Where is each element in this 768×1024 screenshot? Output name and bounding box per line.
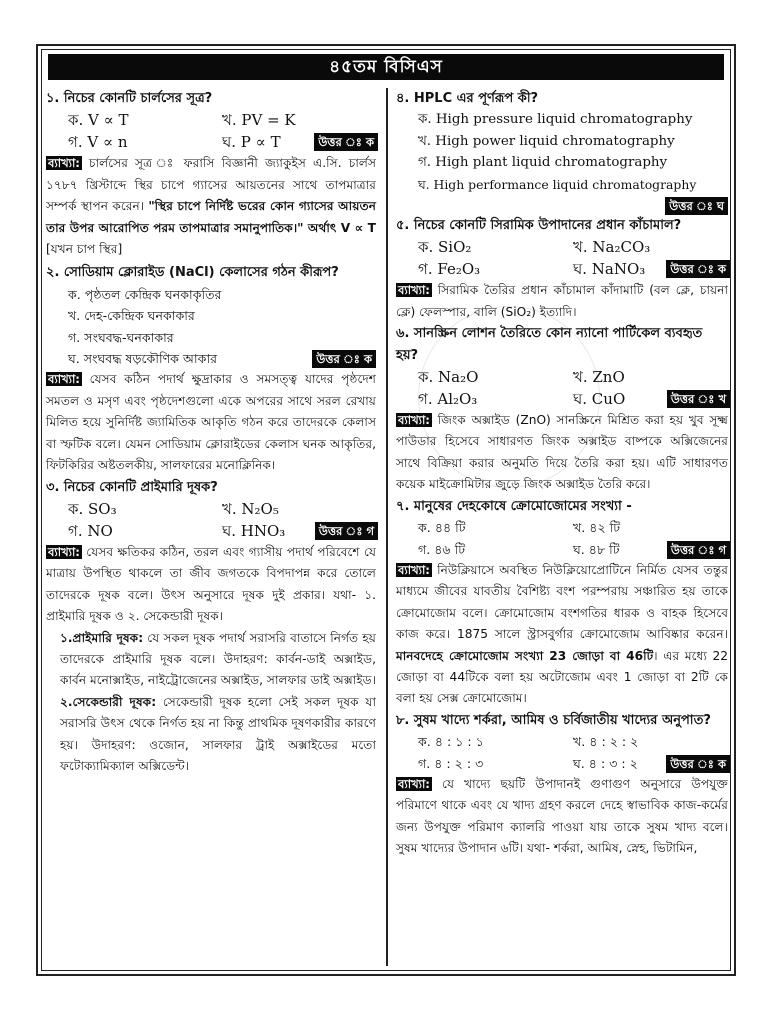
option-d: ঘ. P ∝ T [222,133,281,152]
page-frame [36,44,736,976]
option-b: খ. N₂O₅ [222,499,279,518]
explanation-tag: ব্যাখ্যা: [398,776,430,791]
option-a: ক. ৪৪ টি [418,520,466,536]
option-b: খ. High power liquid chromatography [418,133,675,149]
secondary-pollutant-note [46,692,376,778]
explanation-8 [396,774,728,860]
explanation-tag: ব্যাখ্যা: [48,156,80,171]
question-5: ৫. নিচের কোনটি সিরামিক উপাদানের প্রধান কাঁচামাল? [396,218,682,234]
question-6: ৬. সানস্ক্রিন লোশন তৈরিতে কোন ন্যানো পার্টিকেল ব্যবহৃত হয়? [396,326,703,363]
question-7-options [396,517,728,560]
question-7: ৭. মানুষের দেহকোষে ক্রোমোজোমের সংখ্যা - [396,498,632,514]
left-column [46,88,376,777]
answer-badge: উত্তর ঃ ক [666,260,730,278]
option-c: গ. সংঘবদ্ধ-ঘনকাকার [68,329,174,345]
explanation-bold: মানবদেহে ক্রোমোজোম সংখ্যা 23 জোড়া বা 46টি [396,648,654,663]
option-c: গ. Fe₂O₃ [418,260,481,279]
explanation-text: যেসব ক্ষতিকর কঠিন, তরল এবং গ্যাসীয় পদার্থ পরিবেশে যে মাত্রায় উপস্থিত থাকলে তা জীব জগতকে বিপদাপন্ন করে তোলে তাদেরকে দূষক বলে। উৎস অনুসারে দূষক দুই প্রকার। যথা- ১. প্রাইমারি দূষক ও ২. সেকেন্ডারী দূষক। [46,544,376,624]
option-b: খ. ৪ : ২ : ২ [573,734,639,750]
option-b: খ. PV = K [222,111,296,130]
option-a: ক. পৃষ্ঠতল কেন্দ্রিক ঘনকাকৃতির [68,286,222,302]
option-a: ক. High pressure liquid chromatography [418,112,693,128]
explanation-tail: । এর মধ্যে 22 জোড়া বা 44টিকে বলা হয় অটোজোম এবং 1 জোড়া বা 2টি কে বলা হয় সেক্স ক্রোমোজোম। [396,648,728,706]
sub-heading: ১.প্রাইমারি দূষক: [60,630,144,645]
option-d: ঘ. ৪ : ৩ : ২ [573,755,638,771]
explanation-tail: [যখন চাপ স্থির] [46,242,123,257]
option-c: গ. High plant liquid chromatography [418,155,668,171]
option-a: ক. V ∝ T [68,111,129,130]
question-3: ৩. নিচের কোনটি প্রাইমারি দূষক? [46,479,218,495]
option-c: গ. NO [68,521,113,540]
explanation-tag: ব্যাখ্যা: [48,544,80,559]
option-d: ঘ. NaNO₃ [573,260,646,279]
page-title: ৪৫তম বিসিএস [48,54,724,80]
answer-badge: উত্তর ঃ খ [667,390,730,408]
sub-text: যে সকল দূষক পদার্থ সরাসরি বাতাসে নির্গত হয় তাদেরকে প্রাইমারি দূষক বলে। উদাহরণ: কার্বন-ডাই অক্সাইড, কার্বন মনোক্সাইড, নাইট্রোজেনের অক্সাইড, সালফার ডাই অক্সাইড। [60,630,377,688]
option-d: ঘ. সংঘবদ্ধ ষড়কৌণিক আকার [68,351,218,367]
explanation-1 [46,153,376,260]
option-b: খ. ZnO [573,368,625,387]
question-2: ২. সোডিয়াম ক্লোরাইড (NaCl) কেলাসের গঠন কীরূপ? [46,265,339,281]
option-d-row [46,348,376,369]
option-b: খ. দেহ-কেন্দ্রিক ঘনকাকার [68,308,195,324]
option-d: ঘ. HNO₃ [222,521,286,540]
explanation-tag: ব্যাখ্যা: [48,372,80,387]
option-a: ক. SiO₂ [418,238,472,257]
option-d-row [573,388,728,410]
answer-row [396,195,728,215]
explanation-text: সিরামিক তৈরির প্রধান কাঁচামাল কাঁদামাটি (বল ক্লে, চায়না ক্লে) ফেলস্পার, বালি (SiO₂) ইত্যাদি। [396,283,728,319]
explanation-tag: ব্যাখ্যা: [398,283,430,298]
explanation-5 [396,280,728,323]
option-d: ঘ. CuO [573,390,626,409]
question-6-options [396,366,728,410]
answer-badge: উত্তর ঃ গ [315,522,378,540]
option-b: খ. ৪২ টি [573,520,621,536]
explanation-tag: ব্যাখ্যা: [398,562,430,577]
explanation-3 [46,542,376,628]
option-c: গ. Al₂O₃ [418,390,478,409]
option-d-row [573,258,728,280]
explanation-bold: "স্থির চাপে নির্দিষ্ট ভরের কোন গ্যাসের আয়তন তার উপর আরোপিত পরম তাপমাত্রার সমানুপাতিক।" অর্থাৎ V ∝ T [46,199,376,235]
option-d-row [573,753,728,774]
explanation-text: চার্লসের সূত্র ঃ ফরাসি বিজ্ঞানী জ্যাকুইস এ.সি. চার্লস ১৭৮৭ খ্রিস্টাব্দে স্থির চাপে গ্যাসের আয়তনের সাথে তাপমাত্রার সম্পর্ক স্থাপন করেন। [46,156,376,214]
sub-heading: ২.সেকেন্ডারী দূষক: [60,694,157,709]
option-c: গ. ৪ : ২ : ৩ [418,755,484,771]
right-column [396,88,728,860]
question-1: ১. নিচের কোনটি চার্লসের সূত্র? [46,91,213,106]
option-c: গ. V ∝ n [68,133,128,152]
option-a: ক. SO₃ [68,499,117,518]
answer-badge: উত্তর ঃ ক [312,350,376,368]
option-a: ক. Na₂O [418,368,479,387]
answer-badge: উত্তর ঃ ক [314,133,378,151]
option-b: খ. Na₂CO₃ [573,238,651,257]
explanation-text: নিউক্লিয়াসে অবস্থিত নিউক্লিয়োপ্রোটিনে নির্মিত যেসব তন্তুর মাধ্যমে জীবের যাবতীয় বৈশিষ্ট্য বংশ পরম্পরায় সঞ্চারিত হয় তাকে ক্রোমোজোম বলে। ক্রোমোজোম বংশগতির ধারক ও বাহক হিসেবে কাজ করে। 1875 সালে স্ট্রাসবুর্গার ক্রোমোজোম আবিষ্কার করেন। [396,562,728,642]
explanation-6 [396,410,728,496]
explanation-text: জিংক অক্সাইড (ZnO) সানস্ক্রিনে মিশ্রিত করা হয় খুব সূক্ষ্ম পাউডার হিসেবে সাধারণত জিংক অক্সাইড বাষ্পকে অক্সিজেনের সাথে বিক্রিয়া করার অনুমতি দিয়ে তৈরি করা হয়। এটি সাধারণত কয়েক মাইক্রোমিটার জুড়ে জিংক অক্সাইড তৈরি করে। [396,413,728,492]
option-d: ঘ. ৪৮ টি [573,541,620,557]
sub-text: সেকেন্ডারী দূষক হলো সেই সকল দূষক যা সরাসরি উৎস থেকে নির্গত হয় না কিন্তু প্রাথমিক দূষণকারীর কারণে হয়। উদাহরণ: ওজোন, সালফার ট্রাই অক্সাইডের মতো ফটোক্যামিক্যাল অক্সিডেন্ট। [60,694,376,773]
option-d-row [222,131,376,153]
option-c: গ. ৪৬ টি [418,541,466,557]
answer-badge: উত্তর ঃ ক [666,755,730,773]
option-d: ঘ. High performance liquid chromatography [418,176,697,192]
option-d-row [573,539,728,560]
explanation-7 [396,560,728,710]
answer-badge: উত্তর ঃ ঘ [665,197,728,215]
question-3-options [46,498,376,542]
explanation-text: যে খাদ্যে ছয়টি উপাদানই গুণাগুণ অনুসারে উপযুক্ত পরিমাণে থাকে এবং যে খাদ্য গ্রহণ করলে দেহে স্বাভাবিক কাজ-কর্মের জন্য উপযুক্ত পরিমাণ ক্যালরি পাওয়া যায় তাকে সুষম খাদ্য বলে। সুষম খাদ্যের উপাদান ৬টি। যথা- শর্করা, আমিষ, স্নেহ, ভিটামিন, [396,776,728,856]
question-8: ৮. সুষম খাদ্যে শর্করা, আমিষ ও চর্বিজাতীয় খাদ্যের অনুপাত? [396,712,711,728]
question-8-options [396,731,728,774]
explanation-2 [46,369,376,476]
column-divider [386,88,388,966]
primary-pollutant-note [46,628,376,692]
question-4: ৪. HPLC এর পূর্ণরূপ কী? [396,91,539,106]
answer-badge: উত্তর ঃ গ [667,541,730,559]
question-5-options [396,236,728,280]
explanation-text: যেসব কঠিন পদার্থ ক্ষুদ্রাকার ও সমসত্ত্ব যাদের পৃষ্ঠদেশ সমতল ও মসৃণ এবং পৃষ্ঠদেশগুলো একে অপরের সাথে সরল রেখায় মিলিত হয়ে সুনির্দিষ্ট জ্যামিতিক আকৃতি গঠন করে তাদেরকে কেলাস বা স্ফটিক বলে। যেমন সোডিয়াম ক্লোরাইডের কেলাস ঘনক আকৃতির, ফিটকিরির অষ্টতলকীয়, সালফারের মনোক্লিনিক। [46,372,376,473]
question-1-options [46,109,376,153]
option-d-row [222,520,376,542]
option-a: ক. ৪ : ১ : ১ [418,734,484,750]
explanation-tag: ব্যাখ্যা: [398,413,430,428]
